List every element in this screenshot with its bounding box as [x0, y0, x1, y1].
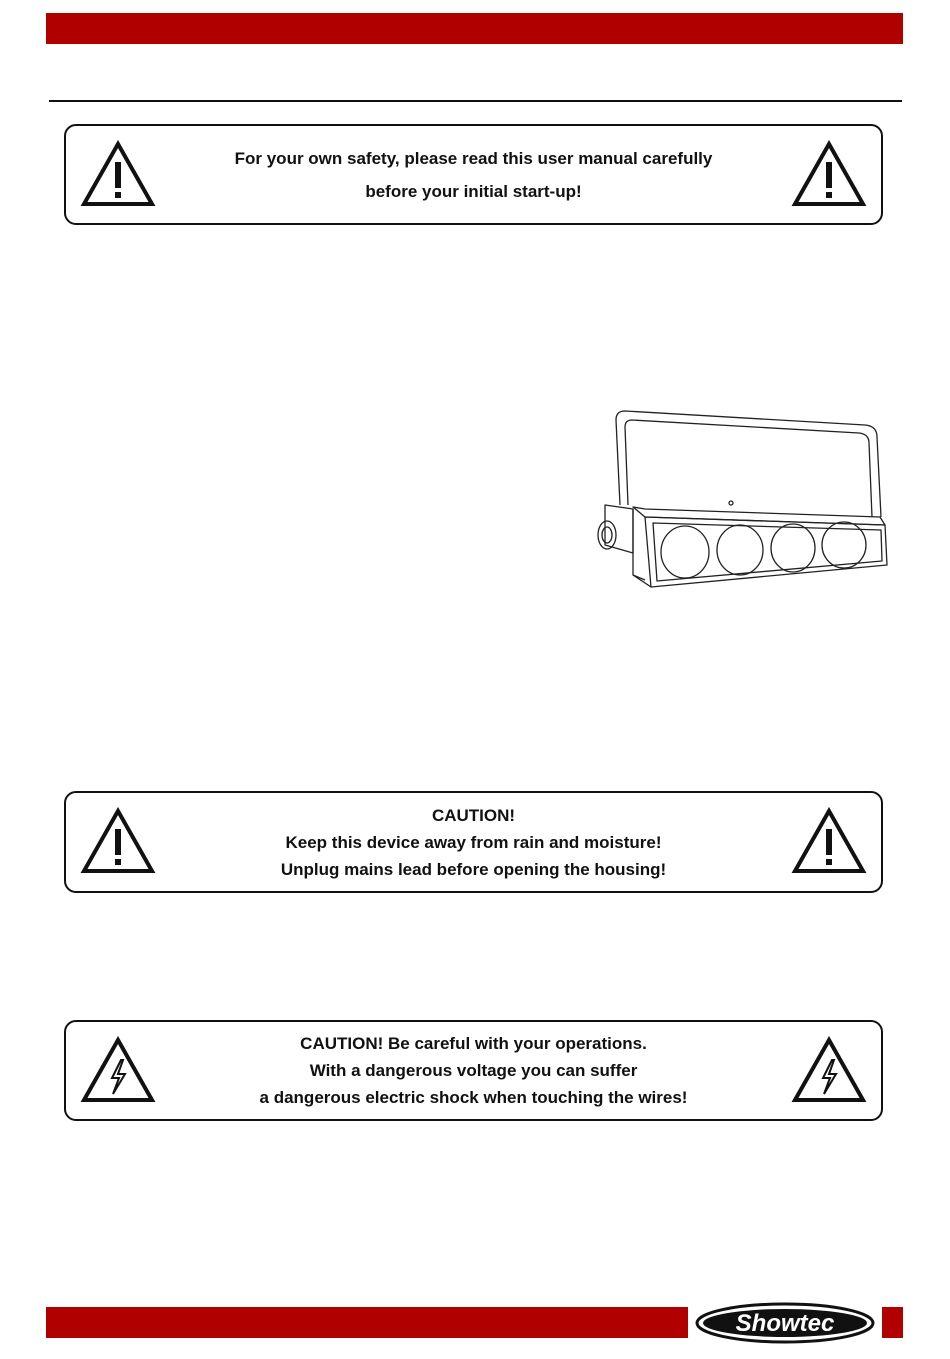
electric-warning-line: a dangerous electric shock when touching the wires!: [259, 1088, 688, 1107]
safety-warning-text: [176, 126, 771, 223]
warning-exclamation-icon: [791, 140, 867, 208]
safety-warning-line: For your own safety, please read this user manual carefully: [234, 148, 713, 168]
moisture-warning-line: Unplug mains lead before opening the housing!: [280, 859, 667, 879]
safety-warning-box: [64, 124, 883, 225]
safety-warning-line: before your initial start-up!: [365, 181, 582, 201]
header-red-bar: [46, 13, 903, 44]
header-divider: [49, 100, 902, 102]
high-voltage-icon: [80, 1036, 156, 1104]
led-fixture-illustration: [585, 405, 890, 590]
moisture-warning-text: [176, 793, 771, 891]
warning-exclamation-icon: [80, 807, 156, 875]
moisture-warning-line: Keep this device away from rain and moisture!: [285, 832, 662, 852]
footer-red-bar: [46, 1307, 688, 1338]
showtec-logo: [693, 1301, 878, 1345]
moisture-warning-box: [64, 791, 883, 893]
warning-exclamation-icon: [80, 140, 156, 208]
electric-warning-line: CAUTION! Be careful with your operations.: [300, 1034, 647, 1053]
footer-red-bar-end: [882, 1307, 903, 1338]
electric-warning-text: [176, 1022, 771, 1119]
logo-text: Showtec: [735, 1310, 835, 1337]
high-voltage-icon: [791, 1036, 867, 1104]
warning-exclamation-icon: [791, 807, 867, 875]
moisture-warning-line: CAUTION!: [431, 805, 516, 825]
electric-warning-line: With a dangerous voltage you can suffer: [309, 1061, 638, 1080]
electric-warning-box: [64, 1020, 883, 1121]
